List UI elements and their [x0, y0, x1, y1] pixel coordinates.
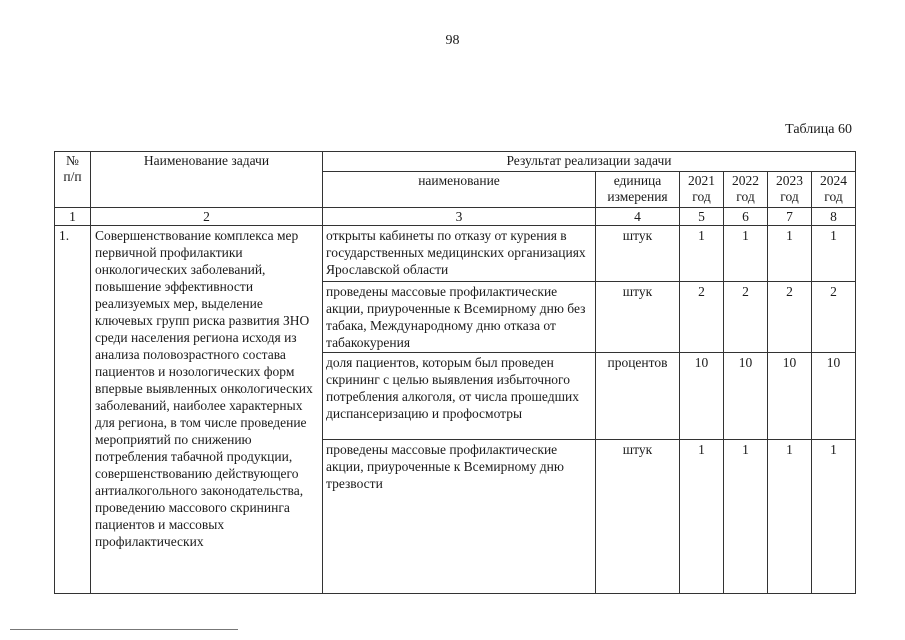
footer-divider	[10, 629, 238, 630]
task-name: Совершенствование комплекса мер первичной профилактики онкологических заболеваний, повышение эффективности реализуемых мер, выделение ключевых групп риска развития ЗНО среди населения региона исходя из анализа половозрастного состава пациентов и нозологических форм впервые выявленных онкологических заболеваний, наиболее характерных для региона, в том числе проведение мероприятий по снижению потребления табачной продукции, совершенствованию действующего антиалкогольного законодательства, проведению массового скрининга пациентов и массовых профилактических	[91, 226, 323, 594]
indicator-unit: штук	[596, 282, 680, 353]
value-2022: 2	[724, 282, 768, 353]
value-2024: 1	[812, 440, 856, 594]
results-table	[54, 151, 856, 594]
value-2021: 1	[680, 226, 724, 282]
indicator-name: доля пациентов, которым был проведен скрининг с целью выявления избыточного потребления алкоголя, от числа прошедших диспансеризацию и профосмотры	[323, 353, 596, 440]
indicator-unit: штук	[596, 440, 680, 594]
column-number: 8	[812, 208, 856, 226]
value-2021: 10	[680, 353, 724, 440]
indicator-unit: процентов	[596, 353, 680, 440]
page-number: 98	[445, 33, 460, 48]
column-numbers-row	[55, 208, 856, 226]
indicator-unit: штук	[596, 226, 680, 282]
header-num: № п/п	[55, 152, 91, 208]
header-indicator-name: наименование	[323, 172, 596, 208]
header-row	[55, 152, 856, 172]
column-number: 2	[91, 208, 323, 226]
header-task-name: Наименование задачи	[91, 152, 323, 208]
column-number: 7	[768, 208, 812, 226]
value-2023: 1	[768, 440, 812, 594]
header-year-2022: 2022 год	[724, 172, 768, 208]
indicator-name: проведены массовые профилактические акции, приуроченные к Всемирному дню без табака, Международному дню отказа от табакокурения	[323, 282, 596, 353]
header-year-2021: 2021 год	[680, 172, 724, 208]
header-unit: единица измерения	[596, 172, 680, 208]
indicator-name: проведены массовые профилактические акции, приуроченные к Всемирному дню трезвости	[323, 440, 596, 594]
header-year-2023: 2023 год	[768, 172, 812, 208]
value-2023: 10	[768, 353, 812, 440]
column-number: 4	[596, 208, 680, 226]
column-number: 1	[55, 208, 91, 226]
header-result: Результат реализации задачи	[323, 152, 856, 172]
column-number: 6	[724, 208, 768, 226]
value-2022: 1	[724, 226, 768, 282]
header-year-2024: 2024 год	[812, 172, 856, 208]
value-2021: 2	[680, 282, 724, 353]
value-2023: 1	[768, 226, 812, 282]
table-row	[55, 226, 856, 282]
task-number: 1.	[55, 226, 91, 594]
value-2024: 10	[812, 353, 856, 440]
value-2024: 2	[812, 282, 856, 353]
value-2023: 2	[768, 282, 812, 353]
column-number: 5	[680, 208, 724, 226]
table-label: Таблица 60	[785, 122, 852, 137]
value-2022: 10	[724, 353, 768, 440]
indicator-name: открыты кабинеты по отказу от курения в государственных медицинских организациях Ярославской области	[323, 226, 596, 282]
value-2024: 1	[812, 226, 856, 282]
value-2021: 1	[680, 440, 724, 594]
column-number: 3	[323, 208, 596, 226]
value-2022: 1	[724, 440, 768, 594]
